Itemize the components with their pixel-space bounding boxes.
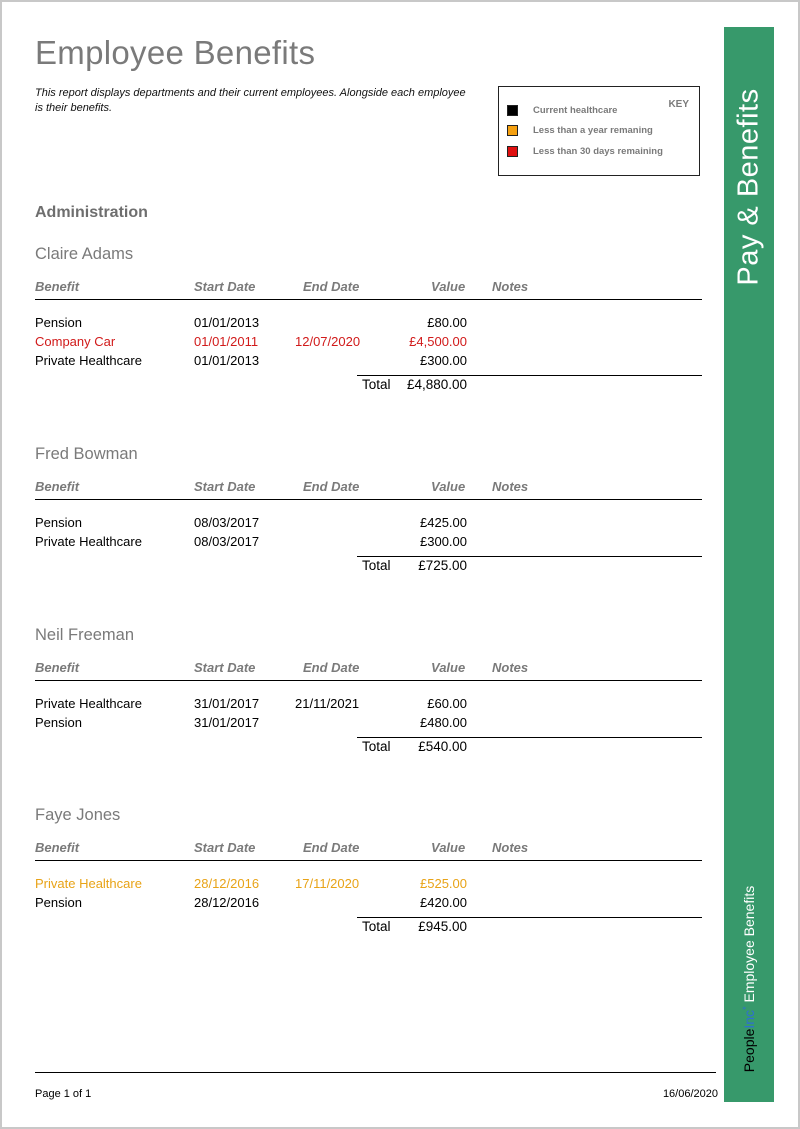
start-date-cell: 01/01/2013 [194,315,260,330]
value-cell: £420.00 [420,895,467,910]
start-date-cell: 01/01/2013 [194,353,260,368]
key-item-30days [507,144,663,158]
key-item-label: Less than a year remaning [533,124,653,136]
key-label: KEY [668,99,689,110]
sidebar-title: Pay & Benefits [732,88,765,286]
total-label: Total [362,739,391,754]
report-title: Employee Benefits [35,34,316,71]
benefit-cell: Pension [35,895,82,910]
column-header-end-date: End Date [303,279,360,294]
department-heading: Administration [35,204,148,221]
header-divider [35,860,702,861]
start-date-cell: 08/03/2017 [194,534,260,549]
legend-key [498,86,700,176]
total-divider [357,375,702,376]
brand-star: * [741,1006,751,1010]
column-header-start-date: Start Date [194,479,256,494]
total-label: Total [362,919,391,934]
value-cell: £80.00 [427,315,467,330]
value-cell: £425.00 [420,515,467,530]
value-cell: £4,500.00 [409,334,467,349]
footer-divider [35,1072,716,1073]
employee-name: Claire Adams [35,245,134,263]
column-header-end-date: End Date [303,660,360,675]
total-value: £725.00 [418,558,467,573]
start-date-cell: 28/12/2016 [194,895,260,910]
benefit-cell: Company Car [35,334,116,349]
start-date-cell: 31/01/2017 [194,715,260,730]
key-item-year [507,123,653,137]
column-header-value: Value [431,660,466,675]
end-date-cell: 21/11/2021 [295,696,360,711]
column-header-benefit: Benefit [35,279,80,294]
total-value: £4,880.00 [406,377,467,392]
page-number: Page 1 of 1 [35,1088,92,1100]
column-header-value: Value [431,479,466,494]
benefit-cell: Private Healthcare [35,534,142,549]
benefit-cell: Private Healthcare [35,876,142,891]
value-cell: £300.00 [420,353,467,368]
brand-logo [741,886,757,1072]
column-header-start-date: Start Date [194,279,256,294]
total-value: £945.00 [418,919,467,934]
header-divider [35,299,702,300]
value-cell: £300.00 [420,534,467,549]
brand-product: Employee Benefits [741,885,757,1003]
start-date-cell: 01/01/2011 [194,334,259,349]
report-date: 16/06/2020 [662,1088,718,1100]
sidebar-banner [724,27,774,1102]
column-header-value: Value [431,840,466,855]
column-header-benefit: Benefit [35,479,80,494]
start-date-cell: 28/12/2016 [194,876,260,891]
report-description: This report displays departments and their current employees. Alongside each employee is their benefits. [35,87,466,114]
column-header-value: Value [431,279,466,294]
brand-people: People [741,1028,757,1073]
benefit-cell: Pension [35,315,82,330]
employee-name: Faye Jones [35,806,121,824]
column-header-notes: Notes [492,840,529,855]
key-swatch-year [507,125,518,136]
start-date-cell: 08/03/2017 [194,515,260,530]
column-header-notes: Notes [492,479,529,494]
key-swatch-current [507,105,518,116]
brand-inc: Inc [741,1009,757,1029]
value-cell: £60.00 [427,696,467,711]
benefit-cell: Private Healthcare [35,696,142,711]
column-header-notes: Notes [492,279,529,294]
end-date-cell: 17/11/2020 [295,876,360,891]
employee-name: Neil Freeman [35,626,135,644]
column-header-benefit: Benefit [35,660,80,675]
total-label: Total [362,558,391,573]
column-header-end-date: End Date [303,479,360,494]
employee-name: Fred Bowman [35,445,138,463]
value-cell: £525.00 [420,876,467,891]
total-value: £540.00 [418,739,467,754]
column-header-notes: Notes [492,660,529,675]
column-header-start-date: Start Date [194,840,256,855]
key-item-label: Less than 30 days remaining [533,145,663,157]
key-item-current [507,103,617,117]
column-header-benefit: Benefit [35,840,80,855]
end-date-cell: 12/07/2020 [295,334,361,349]
total-divider [357,737,702,738]
total-label: Total [362,377,391,392]
start-date-cell: 31/01/2017 [194,696,260,711]
benefit-cell: Private Healthcare [35,353,142,368]
column-header-start-date: Start Date [194,660,256,675]
header-divider [35,680,702,681]
header-divider [35,499,702,500]
benefit-cell: Pension [35,715,82,730]
value-cell: £480.00 [420,715,467,730]
total-divider [357,556,702,557]
total-divider [357,917,702,918]
key-swatch-30days [507,146,518,157]
benefit-cell: Pension [35,515,82,530]
key-item-label: Current healthcare [533,104,618,116]
column-header-end-date: End Date [303,840,360,855]
